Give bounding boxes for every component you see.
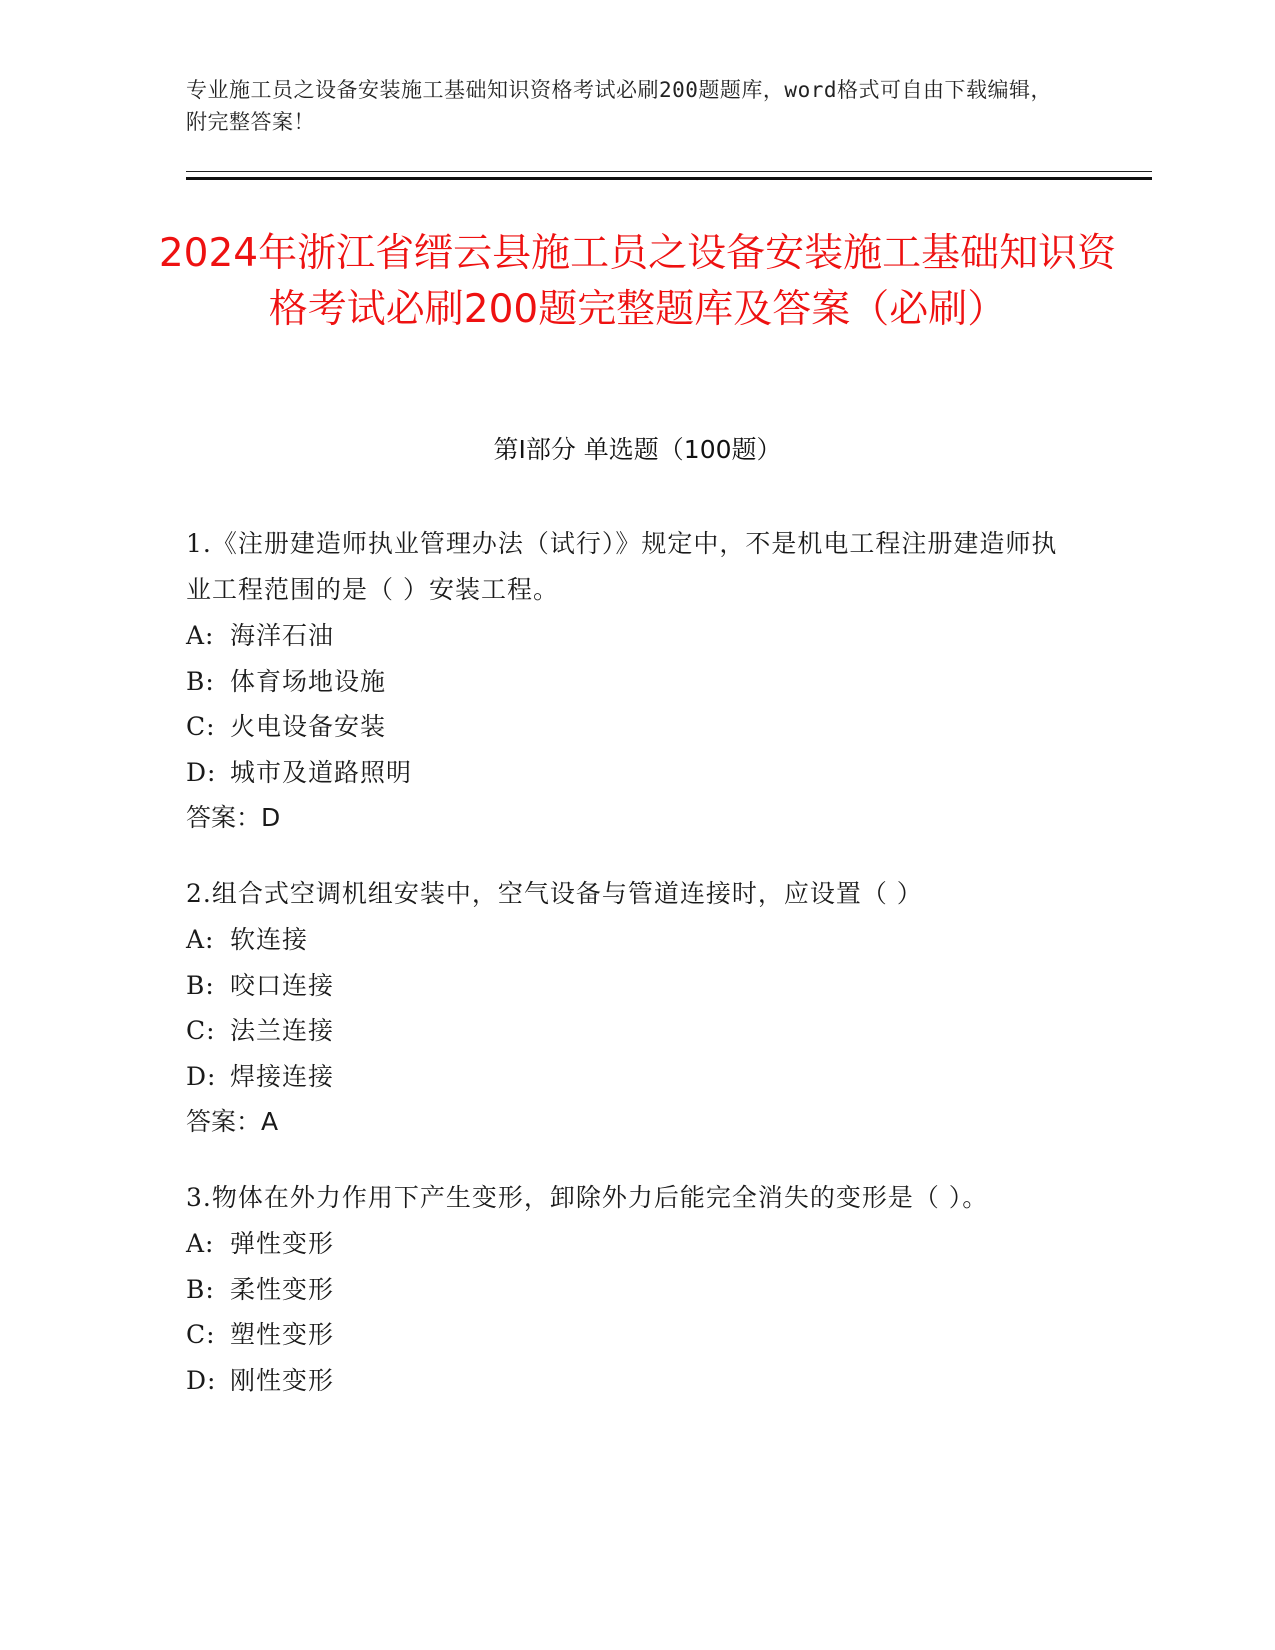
option-b [186, 659, 1066, 705]
option-text: 焊接连接 [230, 1061, 335, 1091]
document-title: 2024年浙江省缙云县施工员之设备安装施工基础知识资格考试必刷200题完整题库及答案（必刷） [158, 231, 1117, 332]
option-letter: D: [186, 1365, 217, 1395]
option-c [186, 1312, 1066, 1358]
question-stem: 1.《注册建造师执业管理办法（试行）》规定中，不是机电工程注册建造师执业工程范围的是（ ）安装工程。 [186, 529, 1058, 604]
answer-line: 答案：A [186, 1107, 279, 1136]
option-text: 城市及道路照明 [230, 757, 413, 787]
option-letter: A: [186, 621, 215, 650]
option-b [186, 963, 1066, 1009]
option-text: 刚性变形 [230, 1365, 335, 1395]
option-d [186, 1054, 1066, 1100]
option-letter: D: [186, 1061, 217, 1091]
section-title: 第I部分 单选题（100题） [493, 435, 782, 464]
option-d [186, 1358, 1066, 1404]
option-text: 咬口连接 [230, 970, 335, 1000]
option-text: 体育场地设施 [230, 666, 387, 696]
option-b [186, 1267, 1066, 1313]
header-note: 专业施工员之设备安装施工基础知识资格考试必刷200题题库，word格式可自由下载编辑，附完整答案！ [186, 78, 1052, 134]
option-c [186, 1008, 1066, 1054]
option-letter: C: [186, 712, 216, 741]
option-text: 弹性变形 [230, 1229, 335, 1258]
option-c [186, 704, 1066, 750]
option-letter: A: [186, 925, 215, 954]
question-3 [186, 1175, 1066, 1403]
option-letter: A: [186, 1229, 215, 1258]
option-letter: C: [186, 1016, 216, 1045]
option-a [186, 1221, 1066, 1267]
option-letter: D: [186, 757, 217, 787]
question-stem: 2.组合式空调机组安装中，空气设备与管道连接时，应设置（ ） [186, 879, 923, 908]
question-1 [186, 521, 1066, 841]
option-letter: B: [186, 666, 215, 696]
answer-line: 答案：D [186, 803, 281, 832]
option-text: 法兰连接 [230, 1016, 335, 1045]
option-text: 软连接 [230, 925, 309, 954]
question-stem: 3.物体在外力作用下产生变形，卸除外力后能完全消失的变形是（ ）。 [186, 1183, 989, 1212]
option-letter: B: [186, 1274, 215, 1304]
question-2 [186, 871, 1066, 1145]
option-text: 柔性变形 [230, 1274, 335, 1304]
option-d [186, 750, 1066, 796]
option-a [186, 917, 1066, 963]
option-text: 海洋石油 [230, 621, 335, 650]
option-a [186, 613, 1066, 659]
option-text: 火电设备安装 [230, 712, 387, 741]
option-letter: C: [186, 1320, 216, 1349]
header-rule-thick [186, 177, 1152, 180]
header-rule-thin [186, 171, 1152, 172]
option-text: 塑性变形 [230, 1320, 335, 1349]
option-letter: B: [186, 970, 215, 1000]
